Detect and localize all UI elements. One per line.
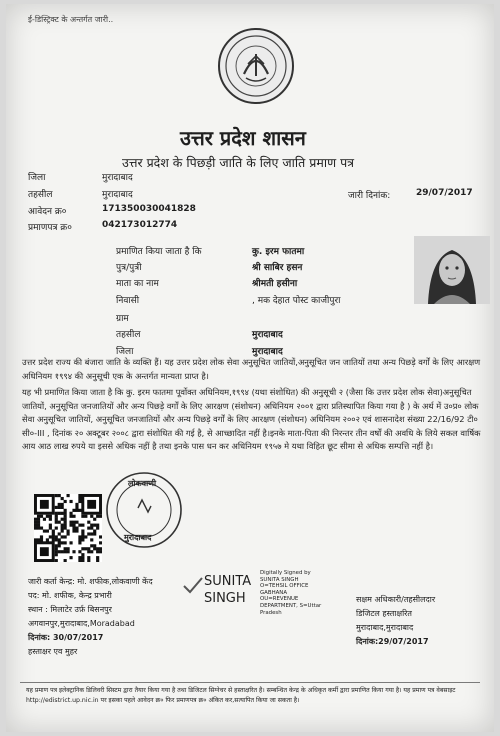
- digital-signature-details: [260, 570, 321, 616]
- signature-detail-line: Pradesh: [260, 609, 282, 616]
- page-subtitle: उत्तर प्रदेश के पिछड़ी जाति के लिए जाति प्रमाण पत्र: [122, 155, 355, 170]
- signature-verified-check: [182, 576, 204, 594]
- issuer-address: अगवानपुर,मुरादाबाद,Moradabad: [28, 619, 135, 628]
- declaration-paragraph: यह भी प्रमाणित किया जाता है कि कु. इरम फातमा पूर्वोक्त अधिनियम,१९९४ (यथा संशोधित) की अनुसूची २ (जैसा कि उत्तर प्रदेश लोक सेवा)अनुसूचित जातियों, अनुसूचित जनजातियों और अन्य पिछड़े वर्गों के लिए आरक्षण (संशोधन) अधिनियम २००१ द्वारा प्रतिस्थापित किया गया है ) के अर्थ में उ०प्र० लोक सेवा अनुसूचित जातियों, अनुसूचित जनजातियों और अन्य पिछड़े वर्गों के लिए आरक्षण (संशोधन) अधिनियम २००२ एवं शासनादेश संख्या 22/16/92 टी० सी०-III , दिनांक २० अक्टूबर २००८ द्वारा संशोधित की गई है, से आच्छादित नहीं है।इनके माता-पिता की निरन्तर तीन वर्षों की अवधि के लिये सकल वार्षिक आय आठ लाख रुपये या इससे अधिक नहीं है तथा इनके पास धन कर अधिनियम १९५७ मे यथा विहित छूट सीमा से अधिक सम्पत्ति नहीं है।: [22, 387, 481, 451]
- lokvani-seal: [104, 470, 184, 550]
- mother-value: श्रीमती हसीना: [252, 279, 298, 289]
- person-tehsil-label: तहसील: [116, 330, 141, 340]
- person-tehsil-value: मुरादाबाद: [252, 330, 283, 340]
- authority-date: दिनांक:29/07/2017: [356, 637, 429, 646]
- authority-location: मुरादाबाद,मुरादाबाद: [356, 623, 414, 632]
- issuer-center: जारी कर्ता केन्द्र: मो. शफीक,लोकवाणी केंद: [28, 577, 153, 586]
- resident-value: , मक देहात पोस्ट काजीपुरा: [252, 296, 341, 306]
- issuer-place: स्थान : मिलाटेर उर्फ़ बिसनपुर: [28, 605, 112, 614]
- father-value: श्री साबिर हसन: [252, 263, 303, 273]
- signature-detail-line: SUNITA SINGH: [260, 576, 299, 583]
- emblem-icon: [220, 30, 292, 102]
- mother-label: माता का नाम: [116, 279, 159, 289]
- signature-detail-line: O=TEHSIL OFFICE: [260, 583, 309, 590]
- district-value: मुरादाबाद: [102, 173, 133, 183]
- issue-date-label: जारी दिनांक:: [348, 191, 391, 201]
- footer-divider: [20, 682, 480, 683]
- signature-detail-line: Digitally Signed by: [260, 570, 311, 576]
- signature-detail-line: DEPARTMENT, S=Uttar: [260, 602, 322, 609]
- resident-label: निवासी: [116, 296, 140, 306]
- application-value: 171350030041828: [102, 204, 196, 214]
- issue-date-value: 29/07/2017: [416, 188, 473, 198]
- issuer-date: दिनांक: 30/07/2017: [28, 633, 104, 642]
- up-government-emblem: [218, 28, 294, 104]
- application-label: आवेदन क्र०: [28, 207, 67, 217]
- certificate-page: [6, 4, 494, 732]
- seal-bottom-text: मुरादाबाद: [124, 533, 152, 542]
- qr-code-icon: [34, 494, 102, 562]
- certificate-label: प्रमाणपत्र क्र०: [28, 223, 72, 233]
- tehsil-value: मुरादाबाद: [102, 190, 133, 200]
- person-district-value: मुरादाबाद: [252, 347, 283, 357]
- check-icon: [182, 576, 204, 594]
- person-photo-icon: [414, 236, 490, 304]
- village-label: ग्राम: [116, 314, 129, 324]
- signature-detail-line: GABHANA: [260, 589, 288, 596]
- digital-signer-first-name: SUNITA: [204, 574, 252, 589]
- intro-label: प्रमाणित किया जाता है कि: [116, 247, 202, 257]
- district-label: जिला: [28, 173, 46, 183]
- header-note: ई-डिस्ट्रिक्ट के अन्तर्गत जारी..: [28, 15, 114, 24]
- authority-title: सक्षम अधिकारी/तहसीलदार: [356, 595, 436, 604]
- tehsil-label: तहसील: [28, 190, 53, 200]
- person-district-label: जिला: [116, 347, 134, 357]
- authority-digital-note: डिजिटल हस्ताक्षरित: [356, 609, 412, 618]
- applicant-photo: [414, 236, 490, 304]
- digital-signer-last-name: SINGH: [204, 591, 246, 606]
- signature-detail-line: OU=REVENUE: [260, 596, 299, 603]
- caste-paragraph: उत्तर प्रदेश राज्य की बंजारा जाति के व्यक्ति हैं। यह उत्तर प्रदेश लोक सेवा अनुसूचित जातियों,अनुसूचित जन जातियों तथा अन्य पिछड़े वर्गों के लिए आरक्षण अधिनियम १९९४ की अनुसूची एक के अन्तर्गत मान्यता प्राप्त है।: [22, 357, 481, 381]
- issuer-signature-label: हस्ताक्षर एव मुहर: [28, 647, 78, 656]
- seal-top-text: लोकवाणी: [128, 479, 157, 488]
- father-label: पुत्र/पुत्री: [116, 263, 142, 273]
- certificate-value: 042173012774: [102, 220, 178, 230]
- intro-value: कु. इरम फातमा: [252, 247, 305, 257]
- qr-code: [34, 494, 102, 562]
- footer-note: यह प्रमाण पत्र इलेक्ट्रानिक डिलिवरी सिस्टम द्वारा तैयार किया गया है तथा डिजिटल सिग्नेचर से हस्ताक्षरित है। सम्बन्धित केन्द्र के अधिकृत कर्मी द्वारा प्रमाणित किया गया है। यह प्रमाण पत्र वेबसाइट http://edistrict.up.nic.in पर इसका पहले आवेदन क्र० फिर प्रमाणपत्र क्र० अंकित कर,सत्यापित किया जा सकता है।: [26, 687, 456, 704]
- page-title: उत्तर प्रदेश शासन: [180, 126, 306, 150]
- issuer-post: पद: मो. शफीक, केन्द्र प्रभारी: [28, 591, 112, 600]
